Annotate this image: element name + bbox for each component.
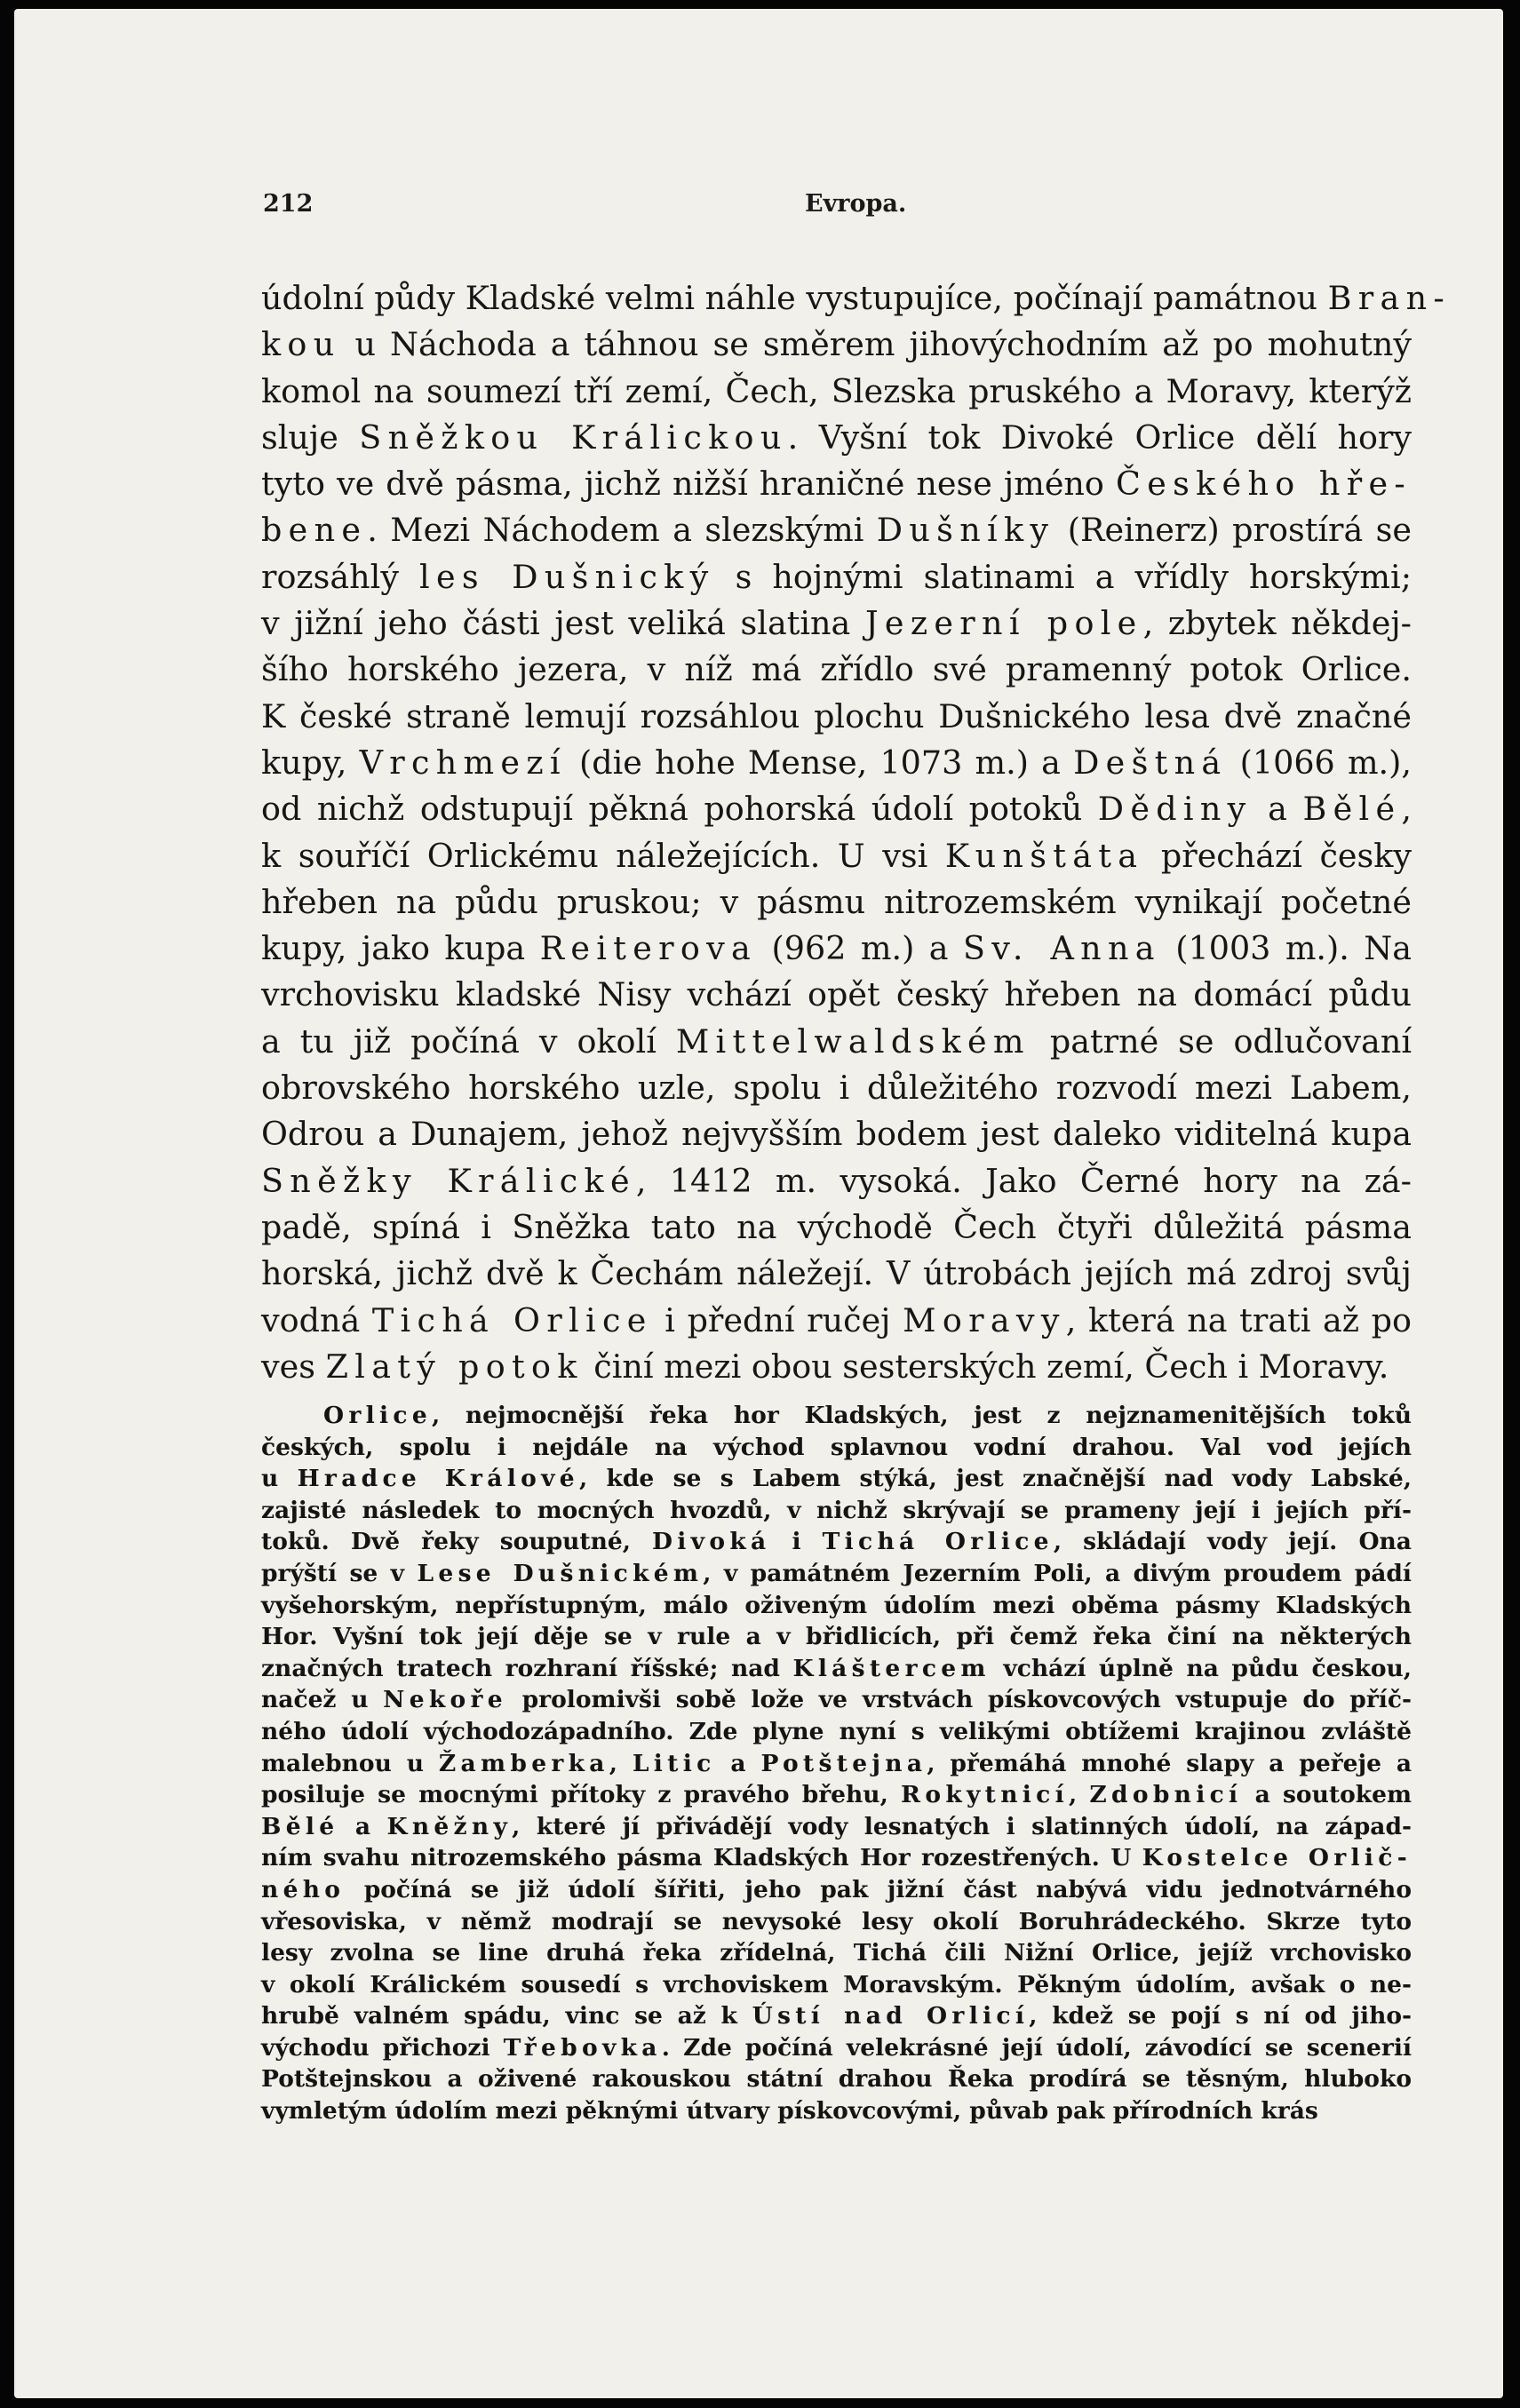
text-line (261, 554, 1412, 600)
book-page (14, 9, 1503, 2398)
text-line (261, 322, 1412, 368)
text-line (261, 694, 1412, 740)
spaced-emphasis: Nekoře (383, 1686, 507, 1714)
spaced-emphasis: Žamberka (438, 1749, 609, 1777)
spaced-emphasis: Mittelwaldském (675, 1021, 1031, 1061)
text-run: šího horského jezera, v níž má zřídlo své pramenný potok Orlice. (261, 650, 1412, 689)
text-line (261, 1158, 1412, 1204)
footnote-line (261, 1779, 1412, 1811)
spaced-emphasis: Jezerní pole (865, 604, 1143, 643)
spaced-emphasis: Bělé (1302, 790, 1402, 829)
text-run: i přední ručej (652, 1300, 903, 1339)
text-run: a tu již počíná v okolí (261, 1021, 676, 1061)
footnote (261, 1400, 1412, 2127)
text-run: českých, spolu i nejdále na východ splavnou vodní drahou. Val vod jejích (261, 1433, 1412, 1461)
text-run: a soutokem (1242, 1781, 1413, 1809)
text-run: v okolí Králickém sousedí s vrchoviskem Moravským. Pěkným údolím, avšak o ne- (261, 1970, 1412, 1999)
spaced-emphasis: Dušníky (876, 511, 1055, 550)
text-run: komol na soumezí tří zemí, Čech, Slezska pruského a Moravy, kterýž (261, 371, 1412, 410)
text-run: údolní půdy Kladské velmi náhle vystupujíce, počínají památnou (261, 279, 1328, 317)
text-run: načež u (261, 1686, 384, 1714)
spaced-emphasis: Kostelce Orlič- (1142, 1844, 1412, 1872)
text-run: Odrou a Dunajem, jehož nejvyšším bodem jest daleko viditelná kupa (261, 1115, 1412, 1154)
text-run: . Mezi Náchodem a slezskými (367, 511, 877, 550)
text-run: vchází úplně na půdu českou, (990, 1654, 1412, 1682)
text-run: , (1068, 1781, 1090, 1809)
spaced-emphasis: Litic (632, 1749, 716, 1777)
text-line (261, 1111, 1412, 1157)
spaced-emphasis: Zlatý potok (325, 1347, 584, 1386)
spaced-emphasis: Sněžkou Králickou (359, 417, 788, 457)
text-line (261, 415, 1412, 461)
text-run: obrovského horského uzle, spolu i důležitého rozvodí mezi Labem, (261, 1069, 1412, 1108)
footnote-line (261, 1811, 1412, 1843)
spaced-emphasis: Bran- (1327, 279, 1452, 317)
footnote-line (261, 1716, 1412, 1748)
text-run: , v památném Jezerním Poli, a divým proudem pádí (703, 1559, 1412, 1587)
text-run: lesy zvolna se line druhá řeka zřídelná, Tichá čili Nižní Orlice, jejíž vrchovisko (261, 1939, 1412, 1967)
footnote-line (261, 2063, 1412, 2095)
spaced-emphasis: Ústí nad Orlicí (752, 2002, 1030, 2031)
spaced-emphasis: Dědiny (1097, 790, 1253, 829)
text-line (261, 1019, 1412, 1065)
text-run: posiluje se mocnými přítoky z pravého břehu, (261, 1781, 902, 1809)
spaced-emphasis: bene (261, 511, 368, 550)
text-run: , skládají vody její. Ona (1053, 1528, 1412, 1556)
text-run: prolomivši sobě lože ve vrstvách pískovcových vstupuje do příč- (506, 1686, 1412, 1714)
page-number: 212 (263, 190, 314, 218)
text-run: a (1252, 790, 1303, 829)
text-run: a (715, 1749, 761, 1777)
text-run: ním svahu nitrozemského pásma Kladských Hor rozestřených. U (261, 1844, 1142, 1872)
text-run: kupy, (261, 743, 360, 782)
footnote-line (261, 2095, 1412, 2127)
main-text (261, 275, 1452, 1390)
text-run: sluje (261, 417, 360, 457)
text-run: vrchovisku kladské Nisy vchází opět český hřeben na domácí půdu (261, 975, 1412, 1014)
spaced-emphasis: Kněžny (386, 1812, 513, 1840)
text-run: vymletým údolím mezi pěknými útvary pískovcovými, půvab pak přírodních krás (261, 2097, 1318, 2126)
spaced-emphasis: Kláštercem (792, 1654, 991, 1682)
text-line (261, 972, 1412, 1018)
text-run: tyto ve dvě pásma, jichž nižší hraničné nese jméno (261, 465, 1116, 504)
text-run: přechází česky (1143, 836, 1412, 875)
text-line (261, 1344, 1412, 1390)
text-run: , kde se s Labem stýká, jest značnější nad vody Labské, (578, 1465, 1412, 1493)
text-run: Hor. Vyšní tok její děje se v rule a v břidlicích, při čemž řeka činí na některých (261, 1623, 1412, 1651)
footnote-line (261, 1684, 1412, 1716)
spaced-emphasis: Orlice (323, 1402, 432, 1429)
text-line (261, 926, 1412, 972)
spaced-emphasis: Sv. Anna (962, 929, 1161, 968)
spaced-emphasis: Tichá Orlice (371, 1300, 653, 1339)
running-head (263, 190, 1400, 226)
text-run: padě, spíná i Sněžka tato na východě Čech čtyři důležitá pásma (261, 1207, 1412, 1246)
text-line (261, 786, 1412, 832)
text-run: , která na trati až po (1065, 1300, 1412, 1339)
footnote-line (261, 1590, 1412, 1622)
footnote-line (261, 1874, 1412, 1906)
text-run: , nejmocnější řeka hor Kladských, jest z nejznamenitějších toků (431, 1402, 1412, 1429)
spaced-emphasis: kou (261, 325, 341, 364)
text-run: činí mezi obou sesterských zemí, Čech i Moravy. (583, 1347, 1389, 1386)
text-run: . Zde počíná velekrásné její údolí, závodící se scenerií (661, 2033, 1413, 2062)
text-run: vřesoviska, v němž modrají se nevysoké lesy okolí Boruhrádeckého. Skrze tyto (261, 1907, 1412, 1935)
text-run: (1066 m.), (1227, 743, 1413, 782)
text-line (261, 369, 1412, 415)
text-line (261, 507, 1412, 553)
text-run: i (770, 1528, 823, 1556)
text-run: kupy, jako kupa (261, 929, 540, 968)
text-run: ného údolí východozápadního. Zde plyne nyní s velikými obtížemi krajinou zvláště (261, 1717, 1412, 1745)
text-run: (1003 m.). Na (1160, 929, 1412, 968)
text-run: východu přichozi (261, 2033, 504, 2062)
footnote-line (261, 1400, 1412, 1432)
spaced-emphasis: Divoká (652, 1528, 771, 1556)
spaced-emphasis: Tichá Orlice (822, 1528, 1054, 1556)
text-run: horská, jichž dvě k Čechám náležejí. V útrobách jejích má zdroj svůj (261, 1254, 1412, 1293)
text-line (261, 879, 1412, 926)
text-run: malebnou u (261, 1749, 439, 1777)
text-run: (Reinerz) prostírá se (1054, 511, 1412, 550)
text-run: značných tratech rozhraní říšské; nad (261, 1654, 793, 1682)
text-run: , které jí přivádějí vody lesnatých i slatinných údolí, na západ- (512, 1812, 1413, 1840)
text-run: s hojnými slatinami a vřídly horskými; (714, 557, 1412, 596)
text-line (261, 600, 1412, 647)
spaced-emphasis: Vrchmezí (359, 743, 567, 782)
text-run: K české straně lemují rozsáhlou plochu Dušnického lesa dvě značné (261, 696, 1412, 735)
text-line (261, 647, 1412, 693)
text-run: (962 m.) a (757, 929, 963, 968)
text-run: , zbytek někdej- (1142, 604, 1412, 643)
spaced-emphasis: Sněžky Králické (261, 1161, 636, 1200)
text-run: ves (261, 1347, 326, 1386)
text-line (261, 740, 1412, 786)
footnote-line (261, 2032, 1412, 2064)
text-run: rozsáhlý (261, 557, 419, 596)
spaced-emphasis: Rokytnicí (901, 1781, 1069, 1809)
text-line (261, 275, 1452, 322)
text-run: u Náchoda a táhnou se směrem jihovýchodním až po mohutný (340, 325, 1412, 364)
text-run: , (1401, 790, 1413, 829)
text-run: . Vyšní tok Divoké Orlice dělí hory (787, 417, 1412, 457)
footnote-line (261, 1526, 1412, 1558)
footnote-line (261, 1653, 1412, 1685)
text-run: od nichž odstupují pěkná pohorská údolí potoků (261, 790, 1098, 829)
text-run: hřeben na půdu pruskou; v pásmu nitrozemském vynikají početné (261, 882, 1412, 921)
footnote-line (261, 1937, 1412, 1969)
footnote-line (261, 1906, 1412, 1938)
text-run: vodná (261, 1300, 372, 1339)
text-run: , (609, 1749, 633, 1777)
text-line (261, 1204, 1412, 1251)
footnote-line (261, 1969, 1412, 2001)
text-run: a (338, 1812, 387, 1840)
text-run: vyšehorským, nepřístupným, málo oživeným údolím mezi oběma pásmy Kladských (261, 1591, 1412, 1619)
spaced-emphasis: Potštejna (760, 1749, 927, 1777)
footnote-line (261, 1432, 1412, 1464)
spaced-emphasis: les Dušnický (419, 557, 715, 596)
footnote-line (261, 1621, 1412, 1653)
text-run: , přemáhá mnohé slapy a peřeje a (927, 1749, 1412, 1777)
spaced-emphasis: ného (261, 1875, 346, 1903)
spaced-emphasis: Bělé (261, 1812, 339, 1840)
text-run: , kdež se pojí s ní od jiho- (1029, 2002, 1413, 2031)
spaced-emphasis: Třebovka (503, 2033, 662, 2062)
text-run: k souříčí Orlickému náležejících. U vsi (261, 836, 945, 875)
footnote-line (261, 1463, 1412, 1495)
spaced-emphasis: Kunštáta (944, 836, 1144, 875)
page-title: Evropa. (805, 190, 907, 218)
text-run: u (261, 1465, 298, 1493)
spaced-emphasis: Moravy (903, 1300, 1066, 1339)
spaced-emphasis: Hradce Králové (297, 1465, 579, 1493)
text-line (261, 1298, 1412, 1344)
text-line (261, 1065, 1412, 1111)
text-run: počíná se již údolí šířiti, jeho pak jižní část nabývá vidu jednotvárného (345, 1875, 1412, 1903)
text-line (261, 833, 1412, 879)
footnote-line (261, 1842, 1412, 1874)
spaced-emphasis: Reiterova (539, 929, 758, 968)
text-line (261, 461, 1412, 507)
text-run: hrubě valném spádu, vinc se až k (261, 2002, 752, 2031)
spaced-emphasis: Deštná (1073, 743, 1228, 782)
text-run: zajisté následek to mocných hvozdů, v nichž skrývají se prameny její i jejích pří- (261, 1496, 1412, 1524)
spaced-emphasis: Lese Dušnickém (417, 1559, 704, 1587)
footnote-line (261, 1748, 1412, 1780)
text-run: patrné se odlučovaní (1030, 1021, 1412, 1061)
text-run: (die hohe Mense, 1073 m.) a (566, 743, 1074, 782)
text-run: v jižní jeho části jest veliká slatina (261, 604, 865, 643)
text-run: , 1412 m. vysoká. Jako Černé hory na zá- (635, 1161, 1412, 1200)
text-run: Potštejnskou a oživené rakouskou státní drahou Řeka prodírá se těsným, hluboko (261, 2065, 1412, 2094)
spaced-emphasis: Zdobnicí (1089, 1781, 1243, 1809)
text-line (261, 1251, 1412, 1297)
footnote-line (261, 1495, 1412, 1527)
spaced-emphasis: Českého hře- (1115, 465, 1412, 504)
footnote-line (261, 1558, 1412, 1590)
footnote-line (261, 2000, 1412, 2032)
text-run: prýští se v (261, 1559, 418, 1587)
text-run: toků. Dvě řeky souputné, (261, 1528, 653, 1556)
